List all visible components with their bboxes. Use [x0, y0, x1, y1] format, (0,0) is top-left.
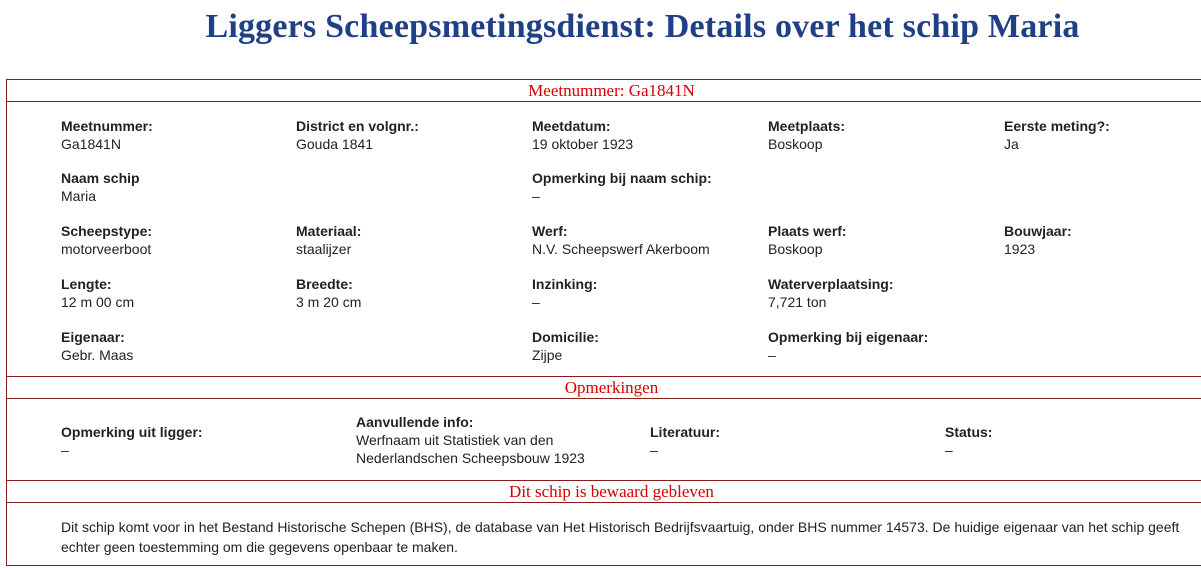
section-header-bewaard: Dit schip is bewaard gebleven [6, 480, 1201, 503]
field-lengte [61, 275, 134, 311]
field-opmerking-eigenaar [768, 328, 928, 364]
field-value: N.V. Scheepswerf Akerboom [532, 241, 710, 257]
field-value: Boskoop [768, 136, 823, 152]
field-value: Ja [1004, 136, 1019, 152]
field-label: Literatuur: [650, 424, 720, 440]
field-meetnummer [61, 117, 153, 153]
field-value: – [650, 442, 658, 458]
field-domicilie [532, 328, 599, 364]
field-value: Zijpe [532, 347, 563, 363]
field-label: Opmerking bij eigenaar: [768, 329, 929, 345]
field-waterverplaatsing [768, 275, 894, 311]
field-breedte [296, 275, 361, 311]
field-naam-schip [61, 169, 140, 205]
page-title: Liggers Scheepsmetingsdienst: Details over het schip Maria [205, 8, 1080, 45]
field-meetdatum [532, 117, 633, 153]
field-literatuur [650, 423, 720, 459]
field-value: Ga1841N [61, 136, 121, 152]
field-value: Werfnaam uit Statistiek van den Nederlandschen Scheepsbouw 1923 [356, 432, 585, 466]
field-inzinking [532, 275, 597, 311]
field-value: – [532, 294, 540, 310]
field-label: Naam schip [61, 170, 140, 186]
field-werf [532, 222, 710, 258]
field-value: – [768, 347, 776, 363]
field-label: Eerste meting?: [1004, 118, 1110, 134]
field-value: – [532, 188, 540, 204]
field-materiaal [296, 222, 361, 258]
field-eerste-meting [1004, 117, 1110, 153]
field-value: Boskoop [768, 241, 823, 257]
field-label: Meetdatum: [532, 118, 611, 134]
field-label: Opmerking bij naam schip: [532, 170, 712, 186]
field-status [945, 423, 992, 459]
field-value: 7,721 ton [768, 294, 827, 310]
field-value: – [945, 442, 953, 458]
field-label: Opmerking uit ligger: [61, 424, 203, 440]
field-meetplaats [768, 117, 845, 153]
field-label: Plaats werf: [768, 223, 847, 239]
field-value: staalijzer [296, 241, 352, 257]
field-district [296, 117, 419, 153]
field-eigenaar [61, 328, 133, 364]
field-label: District en volgnr.: [296, 118, 419, 134]
field-plaats-werf [768, 222, 847, 258]
field-label: Inzinking: [532, 276, 598, 292]
field-value: Gouda 1841 [296, 136, 374, 152]
section-header-opmerkingen: Opmerkingen [6, 376, 1201, 399]
field-label: Scheepstype: [61, 223, 153, 239]
bottom-rule [6, 565, 1201, 566]
field-label: Meetplaats: [768, 118, 846, 134]
field-value: 12 m 00 cm [61, 294, 135, 310]
field-label: Eigenaar: [61, 329, 125, 345]
field-label: Lengte: [61, 276, 112, 292]
field-value: – [61, 442, 69, 458]
field-value: Maria [61, 188, 97, 204]
field-aanvullende-info [356, 413, 618, 467]
field-value: 1923 [1004, 241, 1036, 257]
field-opmerking-ligger [61, 423, 203, 459]
field-label: Breedte: [296, 276, 353, 292]
field-bouwjaar [1004, 222, 1072, 258]
field-label: Domicilie: [532, 329, 599, 345]
field-label: Materiaal: [296, 223, 362, 239]
field-label: Bouwjaar: [1004, 223, 1072, 239]
field-label: Meetnummer: [61, 118, 153, 134]
field-scheepstype [61, 222, 152, 258]
field-label: Werf: [532, 223, 568, 239]
field-value: 19 oktober 1923 [532, 136, 634, 152]
section-header-meetnummer: Meetnummer: Ga1841N [6, 79, 1201, 102]
field-value: Gebr. Maas [61, 347, 134, 363]
field-label: Waterverplaatsing: [768, 276, 894, 292]
field-value: 3 m 20 cm [296, 294, 362, 310]
bhs-paragraph: Dit schip komt voor in het Bestand Historische Schepen (BHS), de database van Het Historisch Bedrijfsvaartuig, onder BHS nummer 14573. De huidige eigenaar van het schip geeft echter geen toestemming om die gegevens openbaar te maken. [61, 519, 1180, 555]
field-label: Status: [945, 424, 993, 440]
field-value: motorveerboot [61, 241, 152, 257]
field-opmerking-naam [532, 169, 712, 205]
field-label: Aanvullende info: [356, 414, 474, 430]
